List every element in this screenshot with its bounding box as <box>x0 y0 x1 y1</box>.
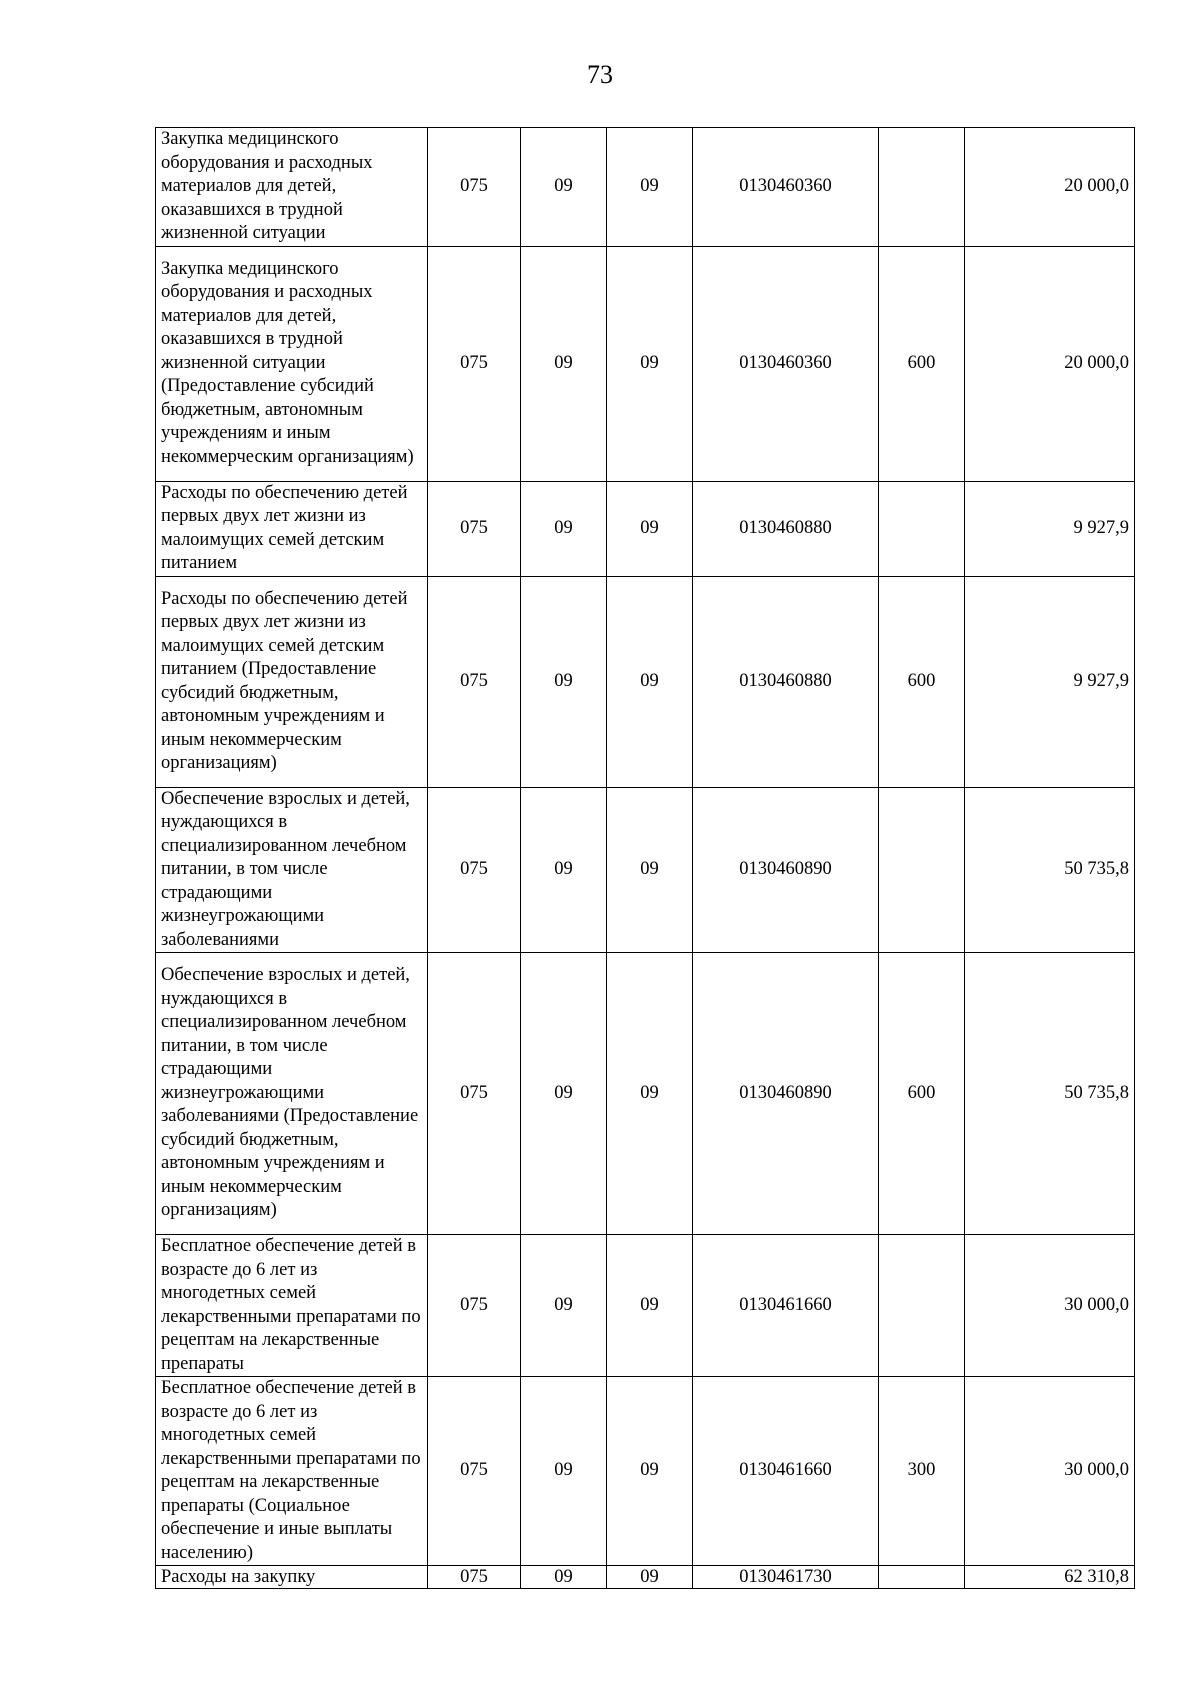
cell-expense-type: 600 <box>879 246 965 481</box>
cell-subsection: 09 <box>607 1566 693 1589</box>
cell-target: 0130460880 <box>693 576 879 787</box>
cell-subsection: 09 <box>607 1377 693 1566</box>
cell-target: 0130460890 <box>693 787 879 953</box>
cell-ministry: 075 <box>428 953 521 1235</box>
cell-target: 0130461660 <box>693 1235 879 1377</box>
cell-section: 09 <box>521 481 607 576</box>
cell-subsection: 09 <box>607 953 693 1235</box>
cell-subsection: 09 <box>607 481 693 576</box>
cell-name: Расходы по обеспечению детей первых двух лет жизни из малоимущих семей детским питанием <box>156 481 428 576</box>
cell-section: 09 <box>521 787 607 953</box>
table-row <box>156 128 1135 247</box>
cell-section: 09 <box>521 1566 607 1589</box>
cell-section: 09 <box>521 1377 607 1566</box>
cell-amount: 50 735,8 <box>965 787 1135 953</box>
cell-amount: 9 927,9 <box>965 576 1135 787</box>
table-row <box>156 953 1135 1235</box>
cell-expense-type: 300 <box>879 1377 965 1566</box>
table-row <box>156 1377 1135 1566</box>
table-row <box>156 787 1135 953</box>
cell-expense-type <box>879 1566 965 1589</box>
cell-ministry: 075 <box>428 1235 521 1377</box>
cell-expense-type: 600 <box>879 953 965 1235</box>
cell-section: 09 <box>521 128 607 247</box>
cell-ministry: 075 <box>428 246 521 481</box>
cell-target: 0130460360 <box>693 128 879 247</box>
cell-target: 0130460890 <box>693 953 879 1235</box>
cell-amount: 30 000,0 <box>965 1377 1135 1566</box>
cell-subsection: 09 <box>607 1235 693 1377</box>
table-row <box>156 481 1135 576</box>
cell-expense-type <box>879 1235 965 1377</box>
cell-name: Обеспечение взрослых и детей, нуждающихся в специализированном лечебном питании, в том числе страдающими жизнеугрожающими заболеваниями <box>156 787 428 953</box>
cell-subsection: 09 <box>607 787 693 953</box>
cell-ministry: 075 <box>428 1377 521 1566</box>
cell-target: 0130461730 <box>693 1566 879 1589</box>
cell-name: Обеспечение взрослых и детей, нуждающихся в специализированном лечебном питании, в том числе страдающими жизнеугрожающими заболеваниями (Предоставление субсидий бюджетным, автономным учреждениям и иным некоммерческим организациям) <box>156 953 428 1235</box>
cell-expense-type <box>879 481 965 576</box>
cell-amount: 62 310,8 <box>965 1566 1135 1589</box>
page-number: 73 <box>587 60 613 89</box>
cell-name: Закупка медицинского оборудования и расходных материалов для детей, оказавшихся в трудной жизненной ситуации <box>156 128 428 247</box>
cell-target: 0130460360 <box>693 246 879 481</box>
cell-ministry: 075 <box>428 481 521 576</box>
cell-amount: 50 735,8 <box>965 953 1135 1235</box>
cell-expense-type <box>879 787 965 953</box>
cell-subsection: 09 <box>607 246 693 481</box>
cell-expense-type <box>879 128 965 247</box>
cell-section: 09 <box>521 1235 607 1377</box>
table-row <box>156 1235 1135 1377</box>
cell-target: 0130461660 <box>693 1377 879 1566</box>
cell-ministry: 075 <box>428 787 521 953</box>
cell-ministry: 075 <box>428 128 521 247</box>
cell-name: Бесплатное обеспечение детей в возрасте до 6 лет из многодетных семей лекарственными препаратами по рецептам на лекарственные препараты (Социальное обеспечение и иные выплаты населению) <box>156 1377 428 1566</box>
cell-amount: 20 000,0 <box>965 246 1135 481</box>
cell-section: 09 <box>521 246 607 481</box>
cell-amount: 30 000,0 <box>965 1235 1135 1377</box>
cell-expense-type: 600 <box>879 576 965 787</box>
budget-table <box>155 127 1135 1589</box>
cell-target: 0130460880 <box>693 481 879 576</box>
cell-amount: 20 000,0 <box>965 128 1135 247</box>
table-row <box>156 246 1135 481</box>
cell-ministry: 075 <box>428 576 521 787</box>
cell-amount: 9 927,9 <box>965 481 1135 576</box>
cell-name: Закупка медицинского оборудования и расходных материалов для детей, оказавшихся в трудной жизненной ситуации (Предоставление субсидий бюджетным, автономным учреждениям и иным некоммерческим организациям) <box>156 246 428 481</box>
cell-subsection: 09 <box>607 128 693 247</box>
cell-section: 09 <box>521 953 607 1235</box>
cell-section: 09 <box>521 576 607 787</box>
table-row <box>156 1566 1135 1589</box>
cell-subsection: 09 <box>607 576 693 787</box>
cell-name: Бесплатное обеспечение детей в возрасте до 6 лет из многодетных семей лекарственными препаратами по рецептам на лекарственные препараты <box>156 1235 428 1377</box>
cell-name: Расходы на закупку <box>156 1566 428 1589</box>
cell-ministry: 075 <box>428 1566 521 1589</box>
cell-name: Расходы по обеспечению детей первых двух лет жизни из малоимущих семей детским питанием (Предоставление субсидий бюджетным, автономным учреждениям и иным некоммерческим организациям) <box>156 576 428 787</box>
table-row <box>156 576 1135 787</box>
